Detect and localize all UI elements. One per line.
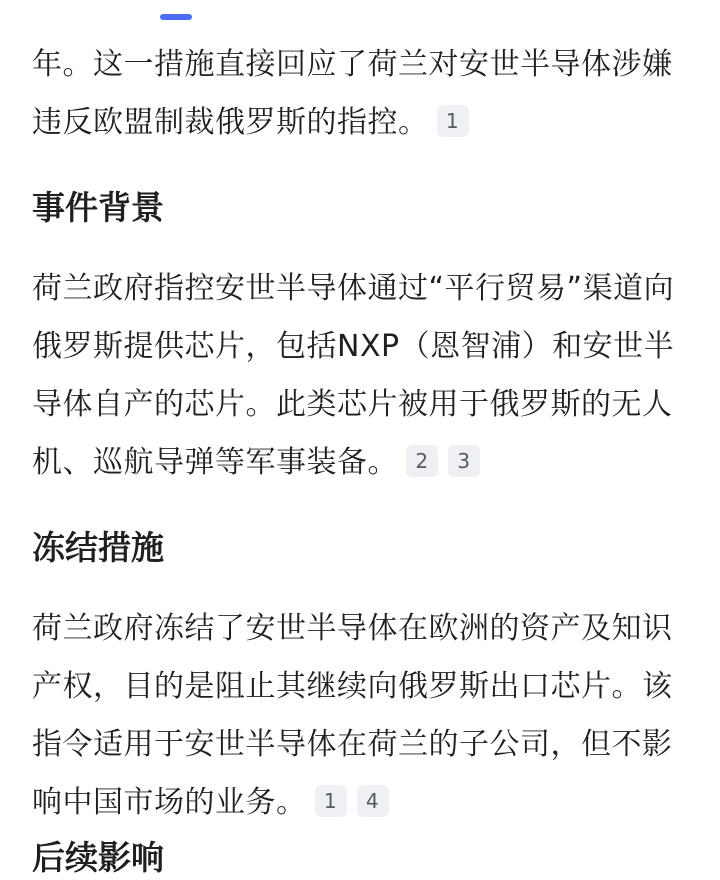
section-paragraph-background: [32, 260, 680, 492]
section-heading-background: 事件背景: [32, 188, 164, 227]
intro-text: 年。这一措施直接回应了荷兰对安世半导体涉嫌违反欧盟制裁俄罗斯的指控。: [32, 47, 673, 140]
citation-badge[interactable]: 2: [406, 445, 438, 477]
citation-badge[interactable]: 1: [315, 785, 347, 817]
article-body: [32, 36, 680, 832]
citation-badge[interactable]: 3: [448, 445, 480, 477]
citation-badge[interactable]: 4: [357, 785, 389, 817]
citation-badge[interactable]: 1: [437, 105, 469, 137]
section-heading-next: 后续影响: [32, 838, 164, 877]
section-text: 荷兰政府指控安世半导体通过“平行贸易”渠道向俄罗斯提供芯片，包括NXP（恩智浦）和安世半导体自产的芯片。此类芯片被用于俄罗斯的无人机、巡航导弹等军事装备。: [32, 271, 675, 480]
intro-paragraph: [32, 36, 680, 152]
section-paragraph-freeze: [32, 600, 680, 832]
section-heading-freeze: 冻结措施: [32, 528, 164, 567]
scroll-indicator: [160, 14, 192, 20]
section-text: 荷兰政府冻结了安世半导体在欧洲的资产及知识产权，目的是阻止其继续向俄罗斯出口芯片。该指令适用于安世半导体在荷兰的子公司，但不影响中国市场的业务。: [32, 611, 673, 820]
